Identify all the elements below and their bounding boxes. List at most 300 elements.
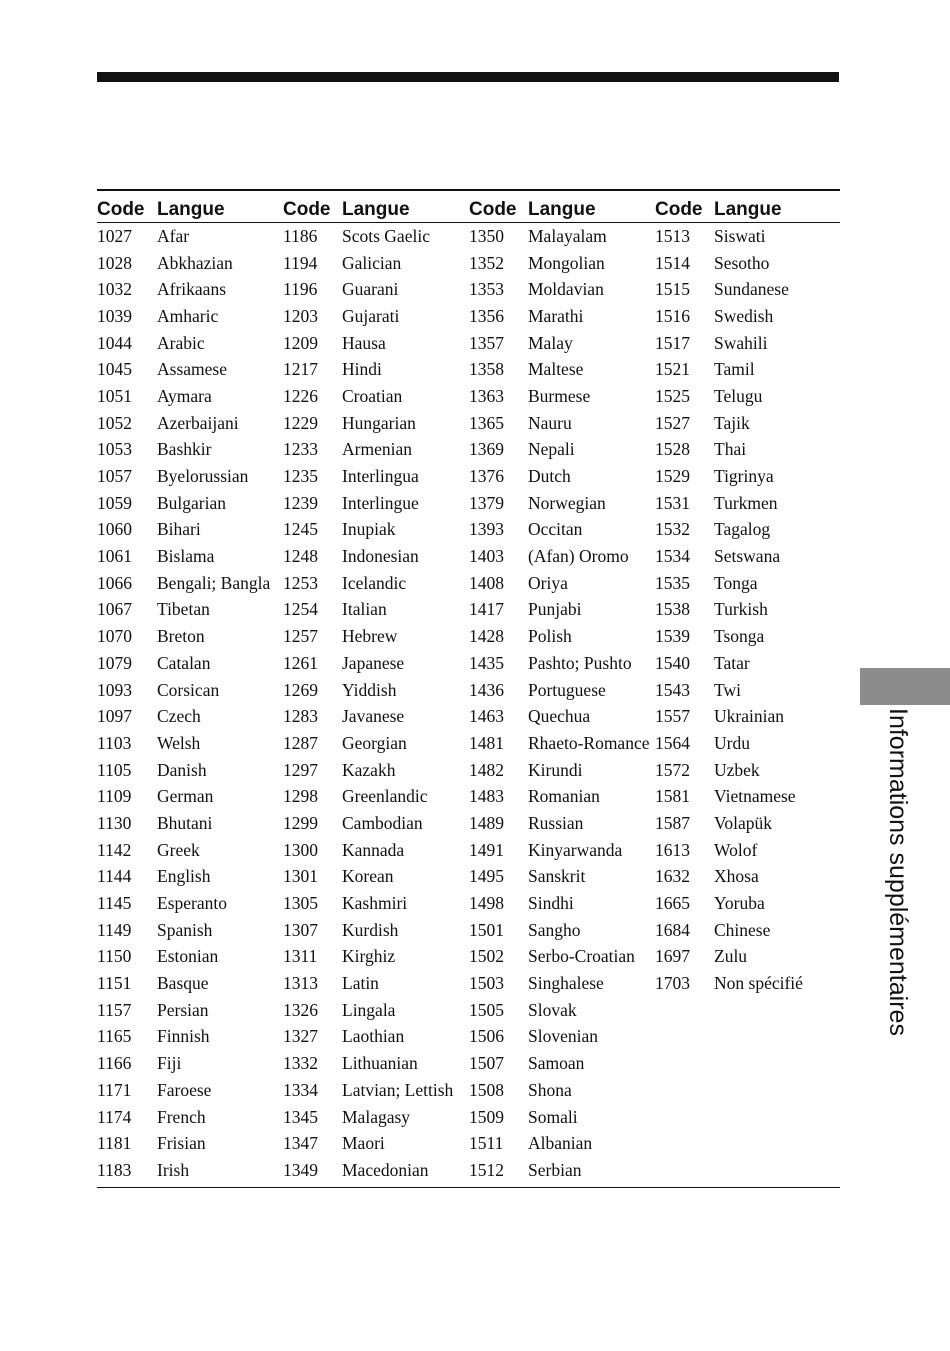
language-code: 1483 [469,786,504,807]
table-row [97,890,840,917]
language-code: 1070 [97,626,132,647]
language-code: 1059 [97,492,132,513]
language-code: 1105 [97,759,132,780]
language-name: Sundanese [714,279,789,300]
language-code: 1538 [655,599,690,620]
language-code: 1283 [283,706,318,727]
language-code: 1363 [469,385,504,406]
table-row [97,276,840,303]
language-code: 1066 [97,572,132,593]
language-name: Gujarati [342,305,400,326]
language-name: Persian [157,999,209,1020]
language-code: 1632 [655,866,690,887]
language-code: 1032 [97,279,132,300]
top-rule [97,72,839,82]
language-code: 1521 [655,359,690,380]
language-name: Yiddish [342,679,397,700]
language-name: Irish [157,1159,190,1180]
language-code: 1186 [283,225,318,246]
table-row [97,837,840,864]
language-name: Tsonga [714,626,765,647]
header-language-4: Langue [714,199,782,220]
language-name: Maori [342,1133,385,1154]
language-code: 1463 [469,706,504,727]
language-name: Tajik [714,412,750,433]
language-code: 1697 [655,946,690,967]
language-name: Malagasy [342,1106,411,1127]
language-name: Bashkir [157,439,212,460]
language-code: 1350 [469,225,504,246]
table-row [97,1130,840,1157]
language-code: 1347 [283,1133,318,1154]
language-code: 1044 [97,332,132,353]
language-code: 1299 [283,812,318,833]
language-code: 1130 [97,812,132,833]
language-name: Czech [157,706,201,727]
language-name: Xhosa [714,866,759,887]
language-code: 1145 [97,893,132,914]
table-row [97,997,840,1024]
language-name: Somali [528,1106,578,1127]
language-name: Punjabi [528,599,582,620]
table-row [97,356,840,383]
language-name: Turkmen [714,492,778,513]
table-row [97,650,840,677]
language-code: 1067 [97,599,132,620]
language-code: 1057 [97,466,132,487]
language-code: 1174 [97,1106,132,1127]
header-language-2: Langue [342,199,410,220]
language-code: 1532 [655,519,690,540]
language-name: Marathi [528,305,584,326]
header-code-4: Code [655,199,703,220]
language-name: Sanskrit [528,866,586,887]
language-code: 1508 [469,1079,504,1100]
language-code: 1376 [469,466,504,487]
language-name: Abkhazian [157,252,233,273]
language-code: 1332 [283,1053,318,1074]
language-name: Kazakh [342,759,396,780]
language-name: Sesotho [714,252,770,273]
table-row [97,437,840,464]
language-name: Burmese [528,385,591,406]
language-code: 1235 [283,466,318,487]
language-code: 1379 [469,492,504,513]
language-name: Occitan [528,519,583,540]
language-code: 1093 [97,679,132,700]
language-code-table [97,189,840,1188]
language-name: Byelorussian [157,466,249,487]
table-row [97,757,840,784]
language-name: Spanish [157,919,213,940]
language-name: Hebrew [342,626,398,647]
language-name: Tibetan [157,599,210,620]
header-code-3: Code [469,199,517,220]
language-code: 1196 [283,279,318,300]
language-name: Swahili [714,332,768,353]
language-name: Welsh [157,732,201,753]
language-name: Georgian [342,732,407,753]
language-name: German [157,786,214,807]
language-name: Italian [342,599,387,620]
language-code: 1613 [655,839,690,860]
language-code: 1060 [97,519,132,540]
language-name: English [157,866,211,887]
language-code: 1501 [469,919,504,940]
language-name: Wolof [714,839,758,860]
language-name: Malay [528,332,573,353]
table-row [97,1157,840,1184]
language-name: Finnish [157,1026,210,1047]
language-name: Inupiak [342,519,396,540]
language-name: Scots Gaelic [342,225,430,246]
language-code: 1053 [97,439,132,460]
table-row [97,383,840,410]
language-code: 1357 [469,332,504,353]
language-code: 1517 [655,332,690,353]
language-code: 1045 [97,359,132,380]
language-code: 1482 [469,759,504,780]
language-name: Javanese [342,706,405,727]
language-name: Maltese [528,359,584,380]
language-name: Yoruba [714,893,765,914]
language-name: Cambodian [342,812,423,833]
language-code: 1349 [283,1159,318,1180]
language-name: Arabic [157,332,205,353]
language-code: 1498 [469,893,504,914]
language-name: Bihari [157,519,201,540]
table-row [97,303,840,330]
language-code: 1171 [97,1079,132,1100]
header-code-2: Code [283,199,331,220]
language-name: Amharic [157,305,219,326]
language-code: 1506 [469,1026,504,1047]
language-name: Thai [714,439,747,460]
language-code: 1531 [655,492,690,513]
language-code: 1144 [97,866,132,887]
language-name: Portuguese [528,679,606,700]
language-name: Kannada [342,839,405,860]
language-name: Dutch [528,466,571,487]
table-row [97,703,840,730]
language-code: 1301 [283,866,318,887]
table-row [97,517,840,544]
language-name: Nauru [528,412,572,433]
language-name: Siswati [714,225,766,246]
language-code: 1507 [469,1053,504,1074]
language-code: 1514 [655,252,690,273]
language-code: 1248 [283,546,318,567]
language-name: Afar [157,225,190,246]
table-row [97,864,840,891]
language-name: Kirghiz [342,946,396,967]
language-name: Interlingua [342,466,419,487]
language-name: Quechua [528,706,591,727]
language-name: Samoan [528,1053,585,1074]
language-code: 1512 [469,1159,504,1180]
language-name: Norwegian [528,492,606,513]
language-name: Vietnamese [714,786,796,807]
language-name: Corsican [157,679,220,700]
language-code: 1356 [469,305,504,326]
language-name: Pashto; Pushto [528,652,632,673]
language-code: 1151 [97,973,132,994]
language-code: 1052 [97,412,132,433]
language-name: Greek [157,839,200,860]
language-code: 1149 [97,919,132,940]
language-name: Bengali; Bangla [157,572,271,593]
language-code: 1261 [283,652,318,673]
section-tab [860,668,950,705]
language-name: Tagalog [714,519,771,540]
language-name: Albanian [528,1133,593,1154]
language-name: Breton [157,626,205,647]
language-code: 1393 [469,519,504,540]
language-name: French [157,1106,206,1127]
language-name: Oriya [528,572,568,593]
table-row [97,783,840,810]
language-code: 1166 [97,1053,132,1074]
language-code: 1209 [283,332,318,353]
language-name: Tonga [714,572,758,593]
language-name: Hindi [342,359,382,380]
language-code: 1269 [283,679,318,700]
table-row [97,597,840,624]
language-name: Volapük [714,812,773,833]
table-row [97,623,840,650]
language-name: Slovak [528,999,577,1020]
language-name: Sangho [528,919,581,940]
language-name: Kirundi [528,759,583,780]
language-code: 1436 [469,679,504,700]
language-code: 1428 [469,626,504,647]
language-code: 1435 [469,652,504,673]
header-language-3: Langue [528,199,596,220]
language-name: Danish [157,759,207,780]
header-code-1: Code [97,199,145,220]
language-code: 1028 [97,252,132,273]
language-code: 1495 [469,866,504,887]
table-row [97,570,840,597]
language-code: 1703 [655,973,690,994]
language-name: Serbo-Croatian [528,946,635,967]
language-code: 1097 [97,706,132,727]
language-name: Moldavian [528,279,604,300]
language-name: Hungarian [342,412,416,433]
language-code: 1313 [283,973,318,994]
language-code: 1239 [283,492,318,513]
table-row [97,677,840,704]
language-code: 1229 [283,412,318,433]
language-name: Kinyarwanda [528,839,623,860]
language-name: Kashmiri [342,893,408,914]
language-name: Frisian [157,1133,206,1154]
language-name: (Afan) Oromo [528,546,629,567]
language-name: Chinese [714,919,771,940]
table-row [97,1104,840,1131]
language-code: 1539 [655,626,690,647]
language-code: 1572 [655,759,690,780]
table-header-row [97,191,840,223]
language-name: Urdu [714,732,750,753]
language-name: Indonesian [342,546,419,567]
language-name: Slovenian [528,1026,598,1047]
language-name: Uzbek [714,759,760,780]
language-code: 1665 [655,893,690,914]
table-row [97,1077,840,1104]
language-code: 1039 [97,305,132,326]
language-code: 1305 [283,893,318,914]
table-row [97,810,840,837]
language-code: 1226 [283,385,318,406]
language-name: Estonian [157,946,219,967]
language-code: 1334 [283,1079,318,1100]
table-body [97,223,840,1184]
language-code: 1061 [97,546,132,567]
language-code: 1027 [97,225,132,246]
language-name: Singhalese [528,973,604,994]
language-name: Armenian [342,439,412,460]
language-name: Bislama [157,546,215,567]
language-name: Japanese [342,652,405,673]
table-row [97,730,840,757]
language-name: Interlingue [342,492,419,513]
language-name: Swedish [714,305,774,326]
table-row [97,490,840,517]
language-code: 1150 [97,946,132,967]
language-code: 1245 [283,519,318,540]
language-name: Ukrainian [714,706,784,727]
language-code: 1358 [469,359,504,380]
table-row [97,223,840,250]
language-code: 1543 [655,679,690,700]
language-name: Basque [157,973,209,994]
language-code: 1417 [469,599,504,620]
language-name: Croatian [342,385,403,406]
language-code: 1352 [469,252,504,273]
language-code: 1194 [283,252,318,273]
language-name: Setswana [714,546,781,567]
language-name: Turkish [714,599,768,620]
table-row [97,1050,840,1077]
language-name: Bhutani [157,812,213,833]
language-name: Tigrinya [714,466,774,487]
table-row [97,410,840,437]
language-code: 1564 [655,732,690,753]
language-code: 1515 [655,279,690,300]
language-code: 1298 [283,786,318,807]
language-code: 1529 [655,466,690,487]
language-name: Esperanto [157,893,227,914]
language-code: 1253 [283,572,318,593]
table-row [97,1024,840,1051]
language-name: Kurdish [342,919,399,940]
language-name: Non spécifié [714,973,803,994]
language-name: Lingala [342,999,396,1020]
language-name: Azerbaijani [157,412,239,433]
language-code: 1327 [283,1026,318,1047]
language-code: 1534 [655,546,690,567]
language-code: 1369 [469,439,504,460]
language-name: Russian [528,812,584,833]
language-code: 1326 [283,999,318,1020]
language-name: Macedonian [342,1159,429,1180]
language-name: Lithuanian [342,1053,418,1074]
language-code: 1079 [97,652,132,673]
language-code: 1502 [469,946,504,967]
language-code: 1513 [655,225,690,246]
language-name: Zulu [714,946,748,967]
language-name: Serbian [528,1159,582,1180]
language-code: 1103 [97,732,132,753]
language-code: 1051 [97,385,132,406]
language-code: 1142 [97,839,132,860]
language-code: 1297 [283,759,318,780]
language-name: Faroese [157,1079,212,1100]
table-row [97,543,840,570]
language-code: 1157 [97,999,132,1020]
language-name: Latin [342,973,379,994]
language-code: 1109 [97,786,132,807]
language-code: 1203 [283,305,318,326]
language-name: Romanian [528,786,600,807]
language-name: Catalan [157,652,211,673]
table-row [97,917,840,944]
language-code: 1365 [469,412,504,433]
language-name: Guarani [342,279,399,300]
table-row [97,463,840,490]
language-name: Malayalam [528,225,607,246]
language-code: 1509 [469,1106,504,1127]
language-code: 1481 [469,732,504,753]
language-code: 1684 [655,919,690,940]
language-code: 1307 [283,919,318,940]
language-code: 1403 [469,546,504,567]
language-code: 1528 [655,439,690,460]
language-code: 1581 [655,786,690,807]
language-code: 1183 [97,1159,132,1180]
language-name: Greenlandic [342,786,428,807]
language-code: 1257 [283,626,318,647]
language-code: 1165 [97,1026,132,1047]
language-name: Icelandic [342,572,407,593]
language-code: 1535 [655,572,690,593]
language-code: 1557 [655,706,690,727]
language-name: Shona [528,1079,572,1100]
language-code: 1527 [655,412,690,433]
table-row [97,944,840,971]
language-code: 1254 [283,599,318,620]
language-name: Hausa [342,332,386,353]
language-name: Aymara [157,385,212,406]
table-row [97,250,840,277]
language-name: Sindhi [528,893,574,914]
table-row [97,970,840,997]
language-name: Assamese [157,359,227,380]
language-name: Fiji [157,1053,182,1074]
language-name: Polish [528,626,572,647]
language-code: 1503 [469,973,504,994]
language-name: Afrikaans [157,279,227,300]
language-name: Bulgarian [157,492,227,513]
language-name: Nepali [528,439,575,460]
language-code: 1516 [655,305,690,326]
language-code: 1505 [469,999,504,1020]
language-name: Laothian [342,1026,405,1047]
language-code: 1525 [655,385,690,406]
language-code: 1311 [283,946,318,967]
language-code: 1540 [655,652,690,673]
